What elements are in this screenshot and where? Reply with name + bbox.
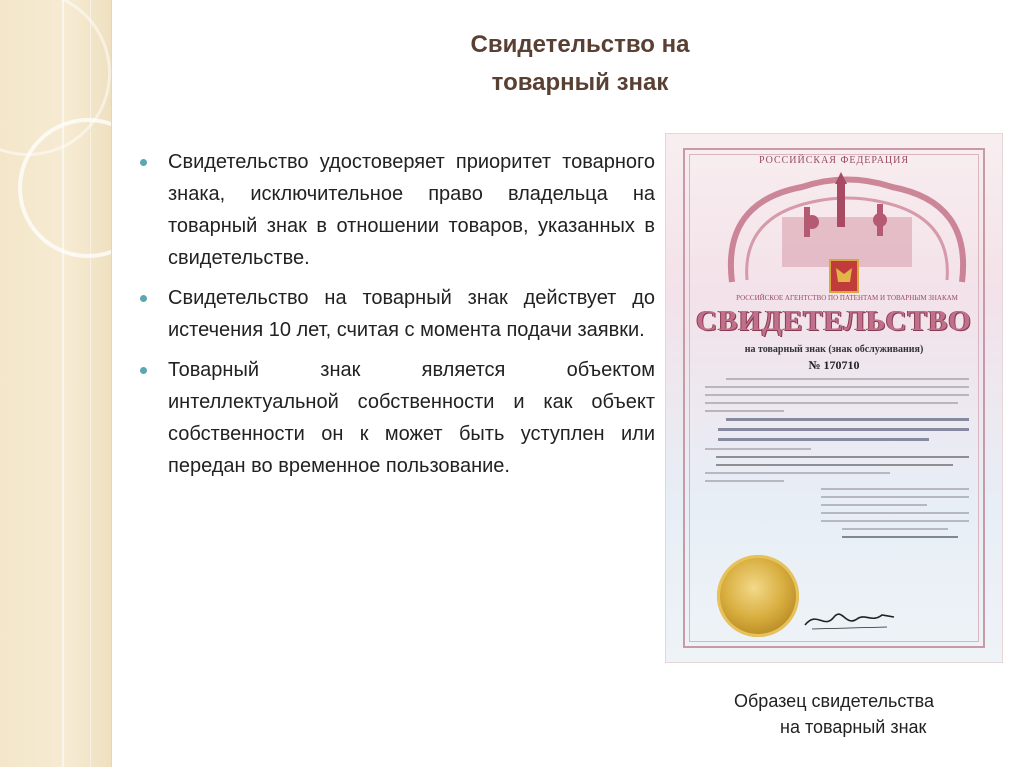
gold-seal-icon	[717, 555, 799, 637]
bullet-item	[137, 146, 655, 274]
certificate-text-block	[705, 378, 969, 544]
certificate-subheading: на товарный знак (знак обслуживания)	[744, 344, 924, 355]
certificate-border	[683, 148, 985, 648]
slide-title-line: Свидетельство на	[470, 31, 690, 58]
bullet-list	[137, 146, 655, 490]
slide-title	[380, 26, 780, 102]
caption-line: на товарный знак	[780, 717, 927, 737]
bullet-item	[137, 354, 655, 482]
bullet-text: Свидетельство на товарный знак действует до истечения 10 лет, считая с момента подачи заявки.	[168, 287, 655, 341]
certificate-number: № 170710	[808, 358, 860, 372]
bullet-dot-icon	[140, 295, 147, 302]
image-caption	[690, 688, 990, 740]
certificate-sample-image	[665, 133, 1003, 663]
bullet-text: Товарный знак является объектом интеллектуальной собственности и как объект собственности он к может быть уступлен или передан во временное пользование.	[168, 359, 655, 477]
bullet-text: Свидетельство удостоверяет приоритет товарного знака, исключительное право владельца на товарный знак в отношении товаров, указанных в свидетельстве.	[168, 151, 655, 269]
bullet-dot-icon	[140, 367, 147, 374]
slide-title-line: товарный знак	[491, 69, 669, 96]
page-edge-divider	[111, 0, 112, 767]
bullet-item	[137, 282, 655, 346]
certificate-country: РОССИЙСКАЯ ФЕДЕРАЦИЯ	[758, 155, 910, 166]
caption-line: Образец свидетельства	[734, 691, 934, 711]
bullet-dot-icon	[140, 159, 147, 166]
decorative-left-strip	[0, 0, 111, 767]
signature-icon	[802, 605, 897, 633]
certificate-emblem-icon	[712, 162, 982, 302]
certificate-agency: РОССИЙСКОЕ АГЕНТСТВО ПО ПАТЕНТАМ И ТОВАРНЫМ ЗНАКАМ	[736, 294, 958, 302]
certificate-heading: СВИДЕТЕЛЬСТВО	[696, 305, 972, 337]
